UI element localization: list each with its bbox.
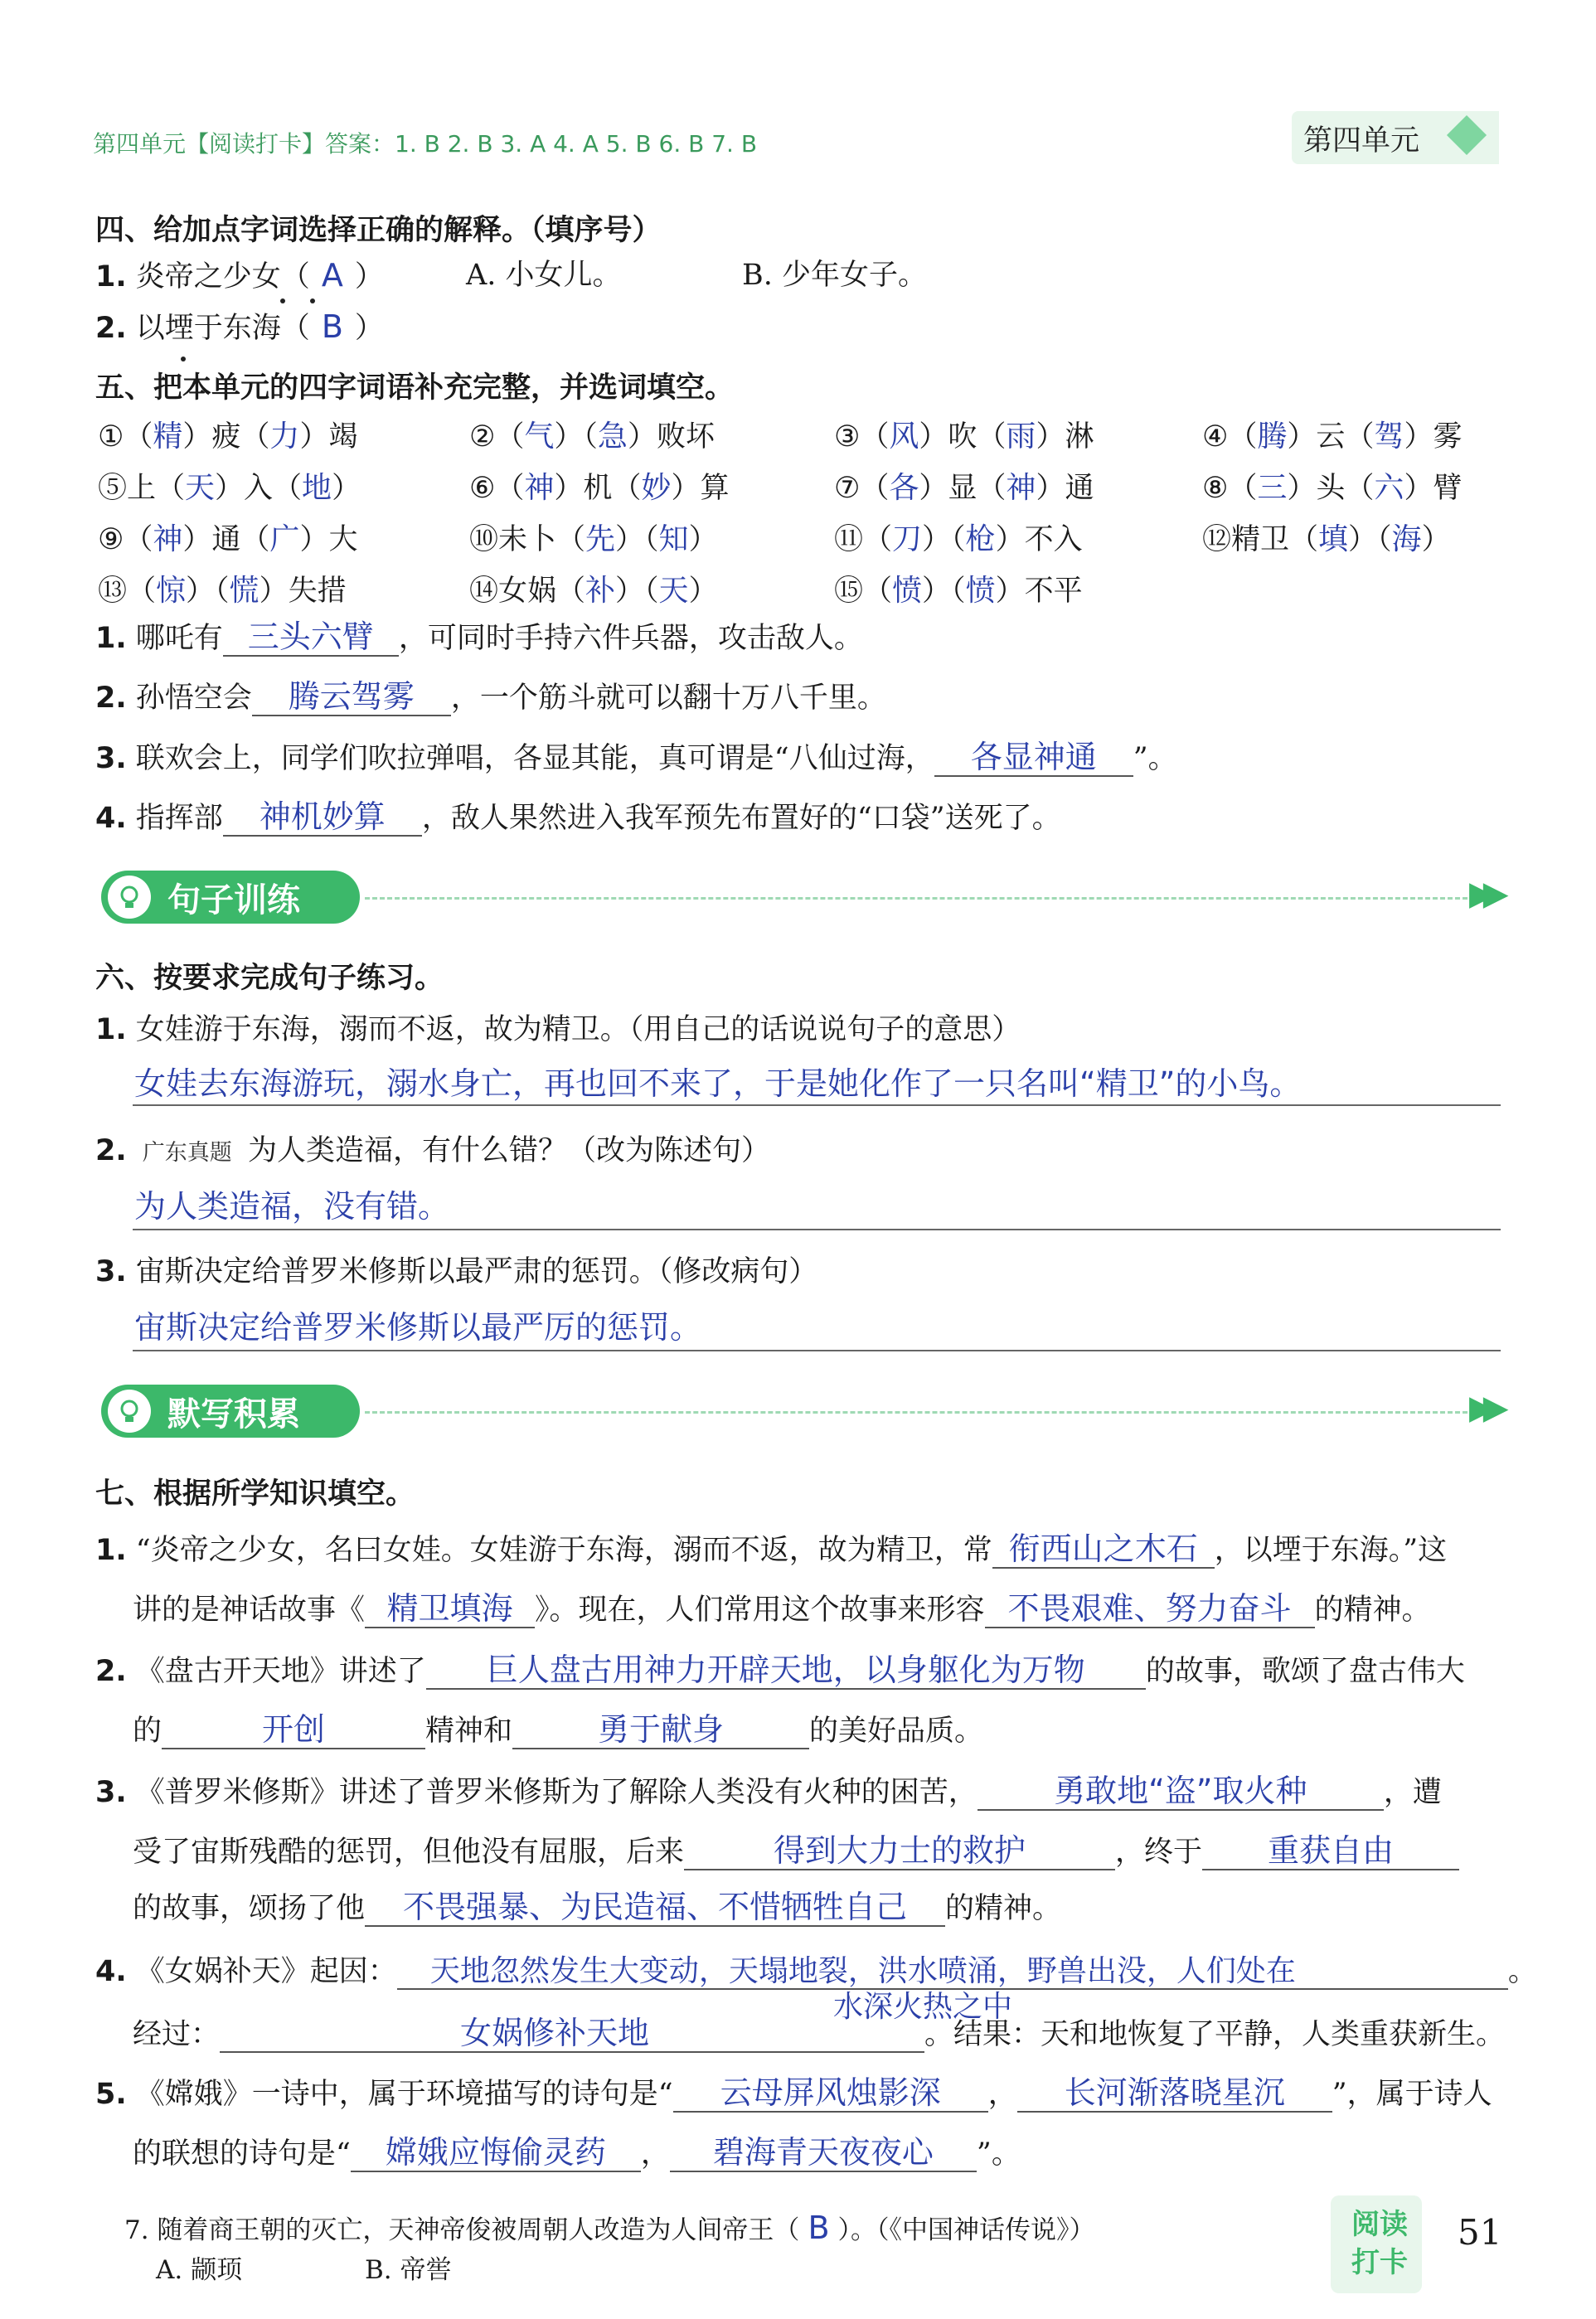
idiom-cell: ⑬（惊）（慌）失措 bbox=[98, 574, 347, 608]
s5-fill-4: 4. 指挥部 神机妙算 ，敌人果然进入我军预先布置好的“口袋”送死了。 bbox=[95, 798, 1061, 835]
s6-item-3-answer: 宙斯决定给普罗米修斯以最严厉的惩罚。 bbox=[134, 1309, 702, 1346]
idiom-cell: ⑤上（天）入（地） bbox=[98, 471, 361, 505]
idiom-cell: ①（精）疲（力）竭 bbox=[98, 420, 358, 454]
lightbulb-icon bbox=[108, 1390, 151, 1433]
s7-q5-line1: 5. 《嫦娥》一诗中，属于环境描写的诗句是“ 云母屏风烛影深 ， 长河渐落晓星沉 ”，属于诗人 bbox=[95, 2074, 1492, 2111]
fill-answer: 开创 bbox=[262, 1711, 326, 1748]
fill-answer: 重获自由 bbox=[1268, 1832, 1395, 1869]
emphasis-dot bbox=[280, 298, 285, 303]
s4-q2-answer: B bbox=[321, 308, 343, 345]
s6-item-1-prompt: 1. 女娃游于东海，溺而不返，故为精卫。（用自己的话说说句子的意思） bbox=[95, 1013, 1021, 1046]
s4-q2 bbox=[95, 310, 384, 345]
emphasis-dot bbox=[310, 298, 315, 303]
idiom-cell: ②（气）（急）败坏 bbox=[469, 420, 715, 454]
s4-q2-text: 以堙于东海（ bbox=[135, 312, 310, 345]
reading-badge-label: 阅读打卡 bbox=[1351, 2208, 1408, 2279]
footer-reading-question: 7. 随着商王朝的灭亡，天神帝俊被周朝人改造为人间帝王（ B ）。（《中国神话传说》） bbox=[124, 2210, 1095, 2246]
fill-answer: 嫦娥应悔偷灵药 bbox=[385, 2134, 606, 2171]
s4-q2-num: 2. bbox=[95, 312, 127, 345]
s4-q1-option-b: B. 少年女子。 bbox=[742, 259, 927, 292]
fill-answer: 长河渐落晓星沉 bbox=[1064, 2074, 1285, 2111]
page-number: 51 bbox=[1458, 2212, 1502, 2253]
answer-line bbox=[133, 1104, 1501, 1106]
idiom-cell: ⑧（三）头（六）臂 bbox=[1202, 471, 1463, 505]
s4-q1-close: ） bbox=[354, 260, 384, 294]
emphasis-dot bbox=[181, 357, 186, 361]
fill-answer: 得到大力士的救护 bbox=[774, 1832, 1026, 1869]
section-tab-dictation bbox=[101, 1385, 360, 1438]
fill-answer-overflow: 水深火热之中 bbox=[833, 1990, 1013, 2024]
fill-answer: 勇于献身 bbox=[598, 1711, 725, 1748]
idiom-cell: ④（腾）云（驾）雾 bbox=[1202, 420, 1463, 454]
s5-fill-2: 2. 孙悟空会 腾云驾雾 ，一个筋斗就可以翻十万八千里。 bbox=[95, 678, 886, 715]
idiom-cell: ⑨（神）通（广）大 bbox=[98, 522, 358, 556]
idiom-cell: ⑭女娲（补）（天） bbox=[469, 574, 718, 608]
idiom-cell: ⑫精卫（填）（海） bbox=[1202, 522, 1451, 556]
fill-answer: 不畏强暴、为民造福、不惜牺牲自己 bbox=[403, 1889, 908, 1925]
idiom-cell: ⑥（神）机（妙）算 bbox=[469, 471, 730, 505]
fill-answer: 云母屏风烛影深 bbox=[720, 2074, 941, 2111]
s6-item-2-answer: 为人类造福，没有错。 bbox=[134, 1188, 450, 1225]
s7-q3-line2: 受了宙斯残酷的惩罚，但他没有屈服，后来 得到大力士的救护 ，终于 重获自由 bbox=[133, 1834, 1459, 1870]
s4-q2-close: ） bbox=[354, 312, 384, 345]
section-tab-sentence-training bbox=[101, 871, 360, 924]
s5-fill-3: 3. 联欢会上，同学们吹拉弹唱，各显其能，真可谓是“八仙过海， 各显神通 ”。 bbox=[95, 739, 1177, 775]
fill-answer: 勇敢地“盗”取火种 bbox=[1054, 1773, 1307, 1809]
s7-q4-line2: 经过： 女娲修补天地 。结果：天和地恢复了平静，人类重获新生。 bbox=[133, 2015, 1506, 2051]
s7-q2-line1: 2. 《盘古开天地》讲述了 巨人盘古用神力开辟天地，以身躯化为万物 的故事，歌颂了盘古伟大 bbox=[95, 1652, 1465, 1688]
fill-answer: 腾云驾雾 bbox=[288, 678, 415, 715]
fill-answer: B bbox=[808, 2210, 830, 2246]
s4-q1-num: 1. bbox=[95, 260, 127, 294]
fill-answer: 巨人盘古用神力开辟天地，以身躯化为万物 bbox=[486, 1652, 1085, 1688]
section-6-title: 六、按要求完成句子练习。 bbox=[95, 962, 444, 995]
fill-answer: 精卫填海 bbox=[386, 1590, 513, 1627]
s6-item-1-answer: 女娃去东海游玩，溺水身亡，再也回不来了，于是她化作了一只名叫“精卫”的小鸟。 bbox=[134, 1065, 1302, 1102]
divider bbox=[365, 1411, 1467, 1414]
idiom-cell: ⑩未卜（先）（知） bbox=[469, 522, 718, 556]
s4-q1-option-a: A. 小女儿。 bbox=[466, 259, 622, 292]
idiom-cell: ③（风）吹（雨）淋 bbox=[834, 420, 1094, 454]
s7-q5-line2: 的联想的诗句是“ 嫦娥应悔偷灵药 ， 碧海青天夜夜心 ”。 bbox=[133, 2134, 1021, 2171]
s7-q1-line1: 1. “炎帝之少女，名曰女娃。女娃游于东海，溺而不返，故为精卫，常 衔西山之木石 ，以堙于东海。”这 bbox=[95, 1531, 1448, 1567]
section-7-title: 七、根据所学知识填空。 bbox=[95, 1477, 415, 1511]
section-5-title: 五、把本单元的四字词语补充完整，并选词填空。 bbox=[95, 371, 735, 405]
unit-label: 第四单元 bbox=[1303, 124, 1420, 158]
s7-q3-line1: 3. 《普罗米修斯》讲述了普罗米修斯为了解除人类没有火种的困苦， 勇敢地“盗”取火种 ，遭 bbox=[95, 1773, 1442, 1809]
fill-answer: 女娲修补天地 bbox=[460, 2015, 650, 2051]
s4-q1-text: 炎帝之少女（ bbox=[135, 260, 310, 294]
answer-strip: 第四单元【阅读打卡】答案：1. B 2. B 3. A 4. A 5. B 6. B 7. B bbox=[93, 130, 758, 158]
footer-option-a: A. 颛顼 bbox=[156, 2255, 243, 2285]
divider bbox=[365, 897, 1467, 900]
s4-q1-answer: A bbox=[321, 257, 343, 294]
s5-fill-1: 1. 哪吒有 三头六臂 ，可同时手持六件兵器，攻击敌人。 bbox=[95, 619, 863, 655]
s7-q4-line1: 4. 《女娲补天》起因： 天地忽然发生大变动，天塌地裂，洪水喷涌，野兽出没，人们处在 。 bbox=[95, 1954, 1537, 1988]
section-tab-label: 句子训练 bbox=[167, 881, 300, 919]
fill-answer: 碧海青天夜夜心 bbox=[712, 2134, 934, 2171]
footer-option-b: B. 帝喾 bbox=[365, 2255, 452, 2285]
fill-answer: 神机妙算 bbox=[259, 798, 386, 835]
double-arrow-icon: ▶▶ bbox=[1469, 1389, 1497, 1427]
answer-line bbox=[133, 1229, 1501, 1230]
s4-q1 bbox=[95, 259, 384, 294]
fill-answer: 三头六臂 bbox=[247, 619, 374, 655]
fill-answer: 衔西山之木石 bbox=[1008, 1531, 1198, 1567]
idiom-cell: ⑮（愤）（愤）不平 bbox=[834, 574, 1083, 608]
idiom-cell: ⑦（各）显（神）通 bbox=[834, 471, 1094, 505]
s6-item-3-prompt: 3. 宙斯决定给普罗米修斯以最严肃的惩罚。（修改病句） bbox=[95, 1255, 818, 1288]
lightbulb-icon bbox=[108, 876, 151, 919]
fill-answer: 不畏艰难、努力奋斗 bbox=[1007, 1590, 1292, 1627]
s6-item-2-prompt: 2. 广东真题 为人类造福，有什么错？（改为陈述句） bbox=[95, 1134, 770, 1167]
s7-q3-line3: 的故事，颂扬了他 不畏强暴、为民造福、不惜牺牲自己 的精神。 bbox=[133, 1889, 1062, 1925]
s7-q2-line2: 的 开创 精神和 勇于献身 的美好品质。 bbox=[133, 1711, 984, 1748]
fill-answer: 天地忽然发生大变动，天塌地裂，洪水喷涌，野兽出没，人们处在 bbox=[429, 1954, 1296, 1988]
double-arrow-icon: ▶▶ bbox=[1469, 875, 1497, 913]
source-tag: 广东真题 bbox=[142, 1140, 232, 1166]
s7-q1-line2: 讲的是神话故事《 精卫填海 》。现在，人们常用这个故事来形容 不畏艰难、努力奋斗 的精神。 bbox=[133, 1590, 1431, 1627]
answer-line bbox=[133, 1350, 1501, 1351]
section-tab-label: 默写积累 bbox=[167, 1395, 300, 1434]
section-4-title: 四、给加点字词选择正确的解释。（填序号） bbox=[95, 214, 662, 247]
fill-answer: 各显神通 bbox=[970, 739, 1097, 775]
idiom-cell: ⑪（刀）（枪）不入 bbox=[834, 522, 1083, 556]
